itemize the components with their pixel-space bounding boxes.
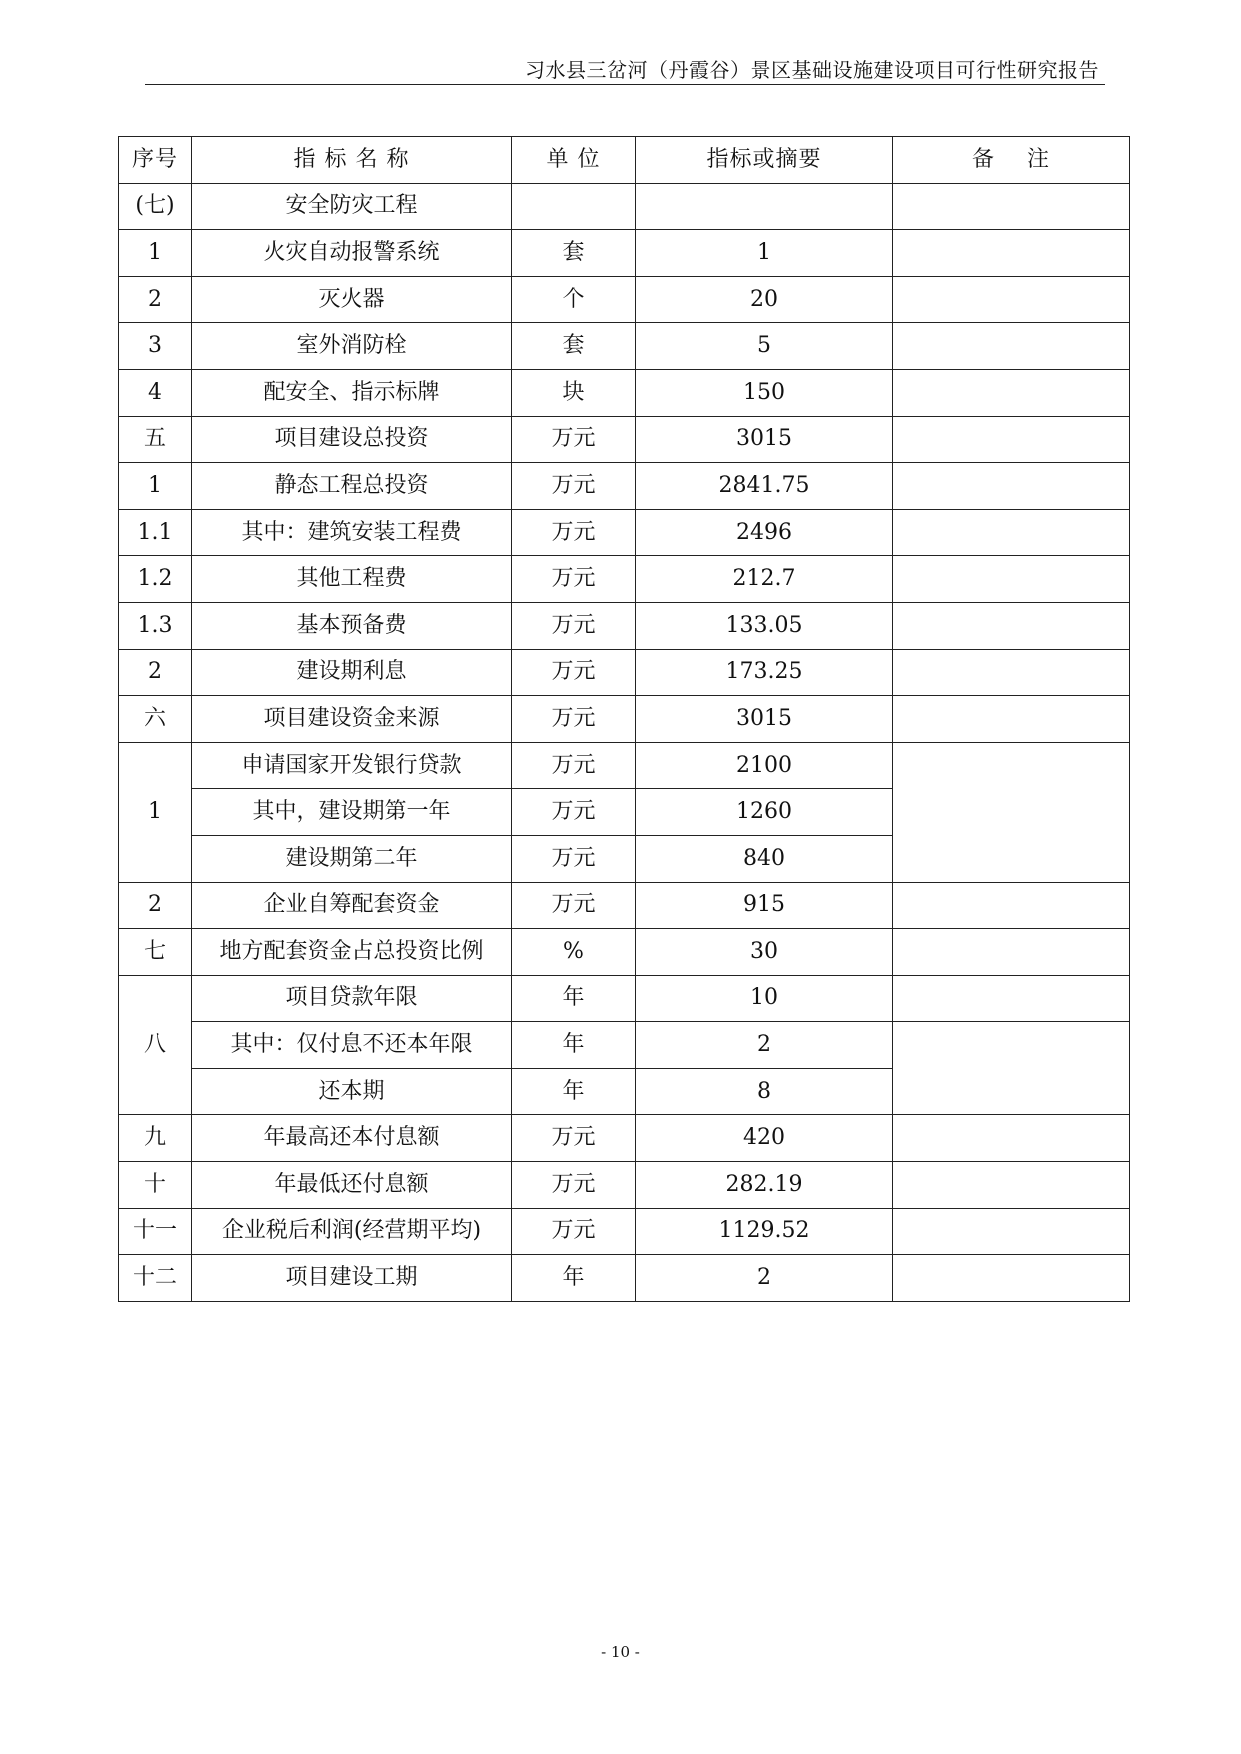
header-value: 指标或摘要: [636, 137, 893, 184]
row-seq: 1.1: [119, 509, 192, 556]
row-unit: [512, 183, 636, 230]
header-name: 指 标 名 称: [192, 137, 512, 184]
row-remark: [893, 369, 1130, 416]
row-value: 150: [636, 369, 893, 416]
row-seq: 4: [119, 369, 192, 416]
row-value: 915: [636, 882, 893, 929]
row-remark: [893, 602, 1130, 649]
row-seq: 十二: [119, 1255, 192, 1302]
row-seq: 九: [119, 1115, 192, 1162]
row-value: 1129.52: [636, 1208, 893, 1255]
row-value: 2841.75: [636, 463, 893, 510]
row-value: 20: [636, 276, 893, 323]
row-remark: [893, 1022, 1130, 1115]
table-row: [119, 1208, 1130, 1255]
row-unit: 年: [512, 1255, 636, 1302]
indicator-table: [118, 136, 1130, 1302]
table-row: [119, 929, 1130, 976]
page-header: [145, 50, 1105, 85]
table-row: [119, 509, 1130, 556]
row-seq: 1: [119, 230, 192, 277]
row-seq: 1.2: [119, 556, 192, 603]
row-unit: 万元: [512, 882, 636, 929]
table-row: [119, 183, 1130, 230]
row-name: 地方配套资金占总投资比例: [192, 929, 512, 976]
row-name: 项目建设资金来源: [192, 696, 512, 743]
row-remark: [893, 276, 1130, 323]
row-value: 2: [636, 1022, 893, 1069]
row-unit: 万元: [512, 1208, 636, 1255]
row-name: 室外消防栓: [192, 323, 512, 370]
row-name: 灭火器: [192, 276, 512, 323]
row-unit: 万元: [512, 1162, 636, 1209]
table-row: [119, 1022, 1130, 1069]
row-unit: 万元: [512, 509, 636, 556]
row-seq: (七): [119, 183, 192, 230]
row-remark: [893, 1115, 1130, 1162]
row-remark: [893, 556, 1130, 603]
table-row: [119, 602, 1130, 649]
table-row: [119, 276, 1130, 323]
row-value: 133.05: [636, 602, 893, 649]
row-remark: [893, 1255, 1130, 1302]
row-seq: 2: [119, 882, 192, 929]
table-row: [119, 323, 1130, 370]
row-value: 5: [636, 323, 893, 370]
row-seq: 1: [119, 742, 192, 882]
row-value: 1: [636, 230, 893, 277]
row-name: 火灾自动报警系统: [192, 230, 512, 277]
row-value: 420: [636, 1115, 893, 1162]
row-remark: [893, 1162, 1130, 1209]
row-remark: [893, 183, 1130, 230]
row-name: 年最高还本付息额: [192, 1115, 512, 1162]
row-value: 173.25: [636, 649, 893, 696]
table-row: [119, 1115, 1130, 1162]
row-remark: [893, 323, 1130, 370]
row-name: 企业税后利润(经营期平均): [192, 1208, 512, 1255]
table-row: [119, 556, 1130, 603]
table-row: [119, 463, 1130, 510]
row-value: 212.7: [636, 556, 893, 603]
row-seq: 1: [119, 463, 192, 510]
row-value: 1260: [636, 789, 893, 836]
row-value: 282.19: [636, 1162, 893, 1209]
table-row: [119, 882, 1130, 929]
table-row: [119, 696, 1130, 743]
row-value: [636, 183, 893, 230]
row-name: 基本预备费: [192, 602, 512, 649]
header-remark: 备 注: [893, 137, 1130, 184]
row-unit: 万元: [512, 1115, 636, 1162]
row-unit: 块: [512, 369, 636, 416]
row-name: 建设期利息: [192, 649, 512, 696]
row-name: 项目贷款年限: [192, 975, 512, 1022]
row-unit: %: [512, 929, 636, 976]
row-name: 企业自筹配套资金: [192, 882, 512, 929]
row-remark: [893, 509, 1130, 556]
row-name: 配安全、指示标牌: [192, 369, 512, 416]
row-unit: 万元: [512, 416, 636, 463]
row-value: 10: [636, 975, 893, 1022]
table-row: [119, 1255, 1130, 1302]
row-remark: [893, 882, 1130, 929]
table-row: [119, 649, 1130, 696]
row-seq: 2: [119, 276, 192, 323]
row-value: 840: [636, 835, 893, 882]
row-value: 2100: [636, 742, 893, 789]
row-remark: [893, 742, 1130, 882]
row-remark: [893, 230, 1130, 277]
row-unit: 万元: [512, 649, 636, 696]
row-name: 建设期第二年: [192, 835, 512, 882]
row-value: 3015: [636, 696, 893, 743]
row-value: 2496: [636, 509, 893, 556]
row-name: 年最低还付息额: [192, 1162, 512, 1209]
row-unit: 套: [512, 323, 636, 370]
row-remark: [893, 649, 1130, 696]
row-unit: 年: [512, 1068, 636, 1115]
header-unit: 单 位: [512, 137, 636, 184]
row-name: 其他工程费: [192, 556, 512, 603]
row-unit: 年: [512, 1022, 636, 1069]
table-row: [119, 742, 1130, 789]
table-row: [119, 1162, 1130, 1209]
row-unit: 年: [512, 975, 636, 1022]
row-seq: 3: [119, 323, 192, 370]
row-name: 安全防灾工程: [192, 183, 512, 230]
row-value: 2: [636, 1255, 893, 1302]
header-seq: 序号: [119, 137, 192, 184]
row-unit: 万元: [512, 696, 636, 743]
row-name: 项目建设工期: [192, 1255, 512, 1302]
row-remark: [893, 696, 1130, 743]
table-header-row: [119, 137, 1130, 184]
row-seq: 十: [119, 1162, 192, 1209]
row-unit: 万元: [512, 835, 636, 882]
row-remark: [893, 975, 1130, 1022]
row-unit: 万元: [512, 789, 636, 836]
row-name: 申请国家开发银行贷款: [192, 742, 512, 789]
row-value: 30: [636, 929, 893, 976]
row-seq: 1.3: [119, 602, 192, 649]
table-row: [119, 369, 1130, 416]
row-unit: 套: [512, 230, 636, 277]
row-seq: 八: [119, 975, 192, 1115]
row-seq: 十一: [119, 1208, 192, 1255]
row-value: 3015: [636, 416, 893, 463]
row-unit: 个: [512, 276, 636, 323]
row-unit: 万元: [512, 602, 636, 649]
row-name: 其中：仅付息不还本年限: [192, 1022, 512, 1069]
row-remark: [893, 929, 1130, 976]
row-unit: 万元: [512, 742, 636, 789]
row-seq: 五: [119, 416, 192, 463]
row-name: 还本期: [192, 1068, 512, 1115]
page-number: - 10 -: [601, 1643, 640, 1661]
row-remark: [893, 1208, 1130, 1255]
row-name: 项目建设总投资: [192, 416, 512, 463]
report-title: 习水县三岔河（丹霞谷）景区基础设施建设项目可行性研究报告: [525, 58, 1099, 82]
row-name: 静态工程总投资: [192, 463, 512, 510]
row-unit: 万元: [512, 463, 636, 510]
row-seq: 七: [119, 929, 192, 976]
table-row: [119, 416, 1130, 463]
row-remark: [893, 416, 1130, 463]
row-unit: 万元: [512, 556, 636, 603]
row-name: 其中：建筑安装工程费: [192, 509, 512, 556]
row-value: 8: [636, 1068, 893, 1115]
table-row: [119, 230, 1130, 277]
row-seq: 2: [119, 649, 192, 696]
row-name: 其中，建设期第一年: [192, 789, 512, 836]
row-remark: [893, 463, 1130, 510]
table-row: [119, 975, 1130, 1022]
row-seq: 六: [119, 696, 192, 743]
